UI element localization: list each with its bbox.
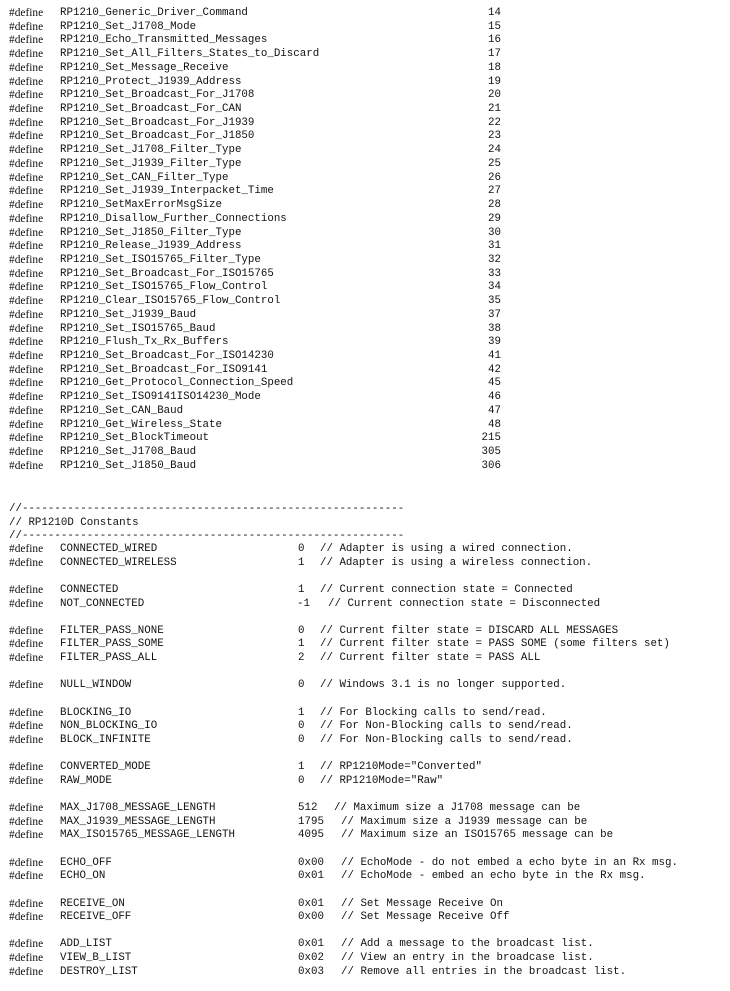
define-keyword: #define	[9, 199, 44, 212]
macro-value: 19	[488, 75, 501, 88]
constant-comment: // Maximum size an ISO15765 message can be	[341, 829, 614, 842]
define-line	[9, 117, 724, 131]
constant-value: 1	[298, 583, 305, 596]
constant-comment: // Remove all entries in the broadcast list.	[341, 965, 627, 978]
constant-value: 1	[298, 638, 305, 651]
constant-comment: // RP1210Mode="Raw"	[320, 774, 444, 787]
macro-name: RECEIVE_ON	[60, 897, 125, 910]
macro-name: ADD_LIST	[60, 938, 112, 951]
define-keyword: #define	[9, 911, 44, 924]
define-keyword: #define	[9, 761, 44, 774]
macro-value: 45	[488, 377, 501, 390]
define-keyword: #define	[9, 308, 44, 321]
constant-value: 0	[298, 774, 305, 787]
define-line	[9, 652, 724, 666]
define-line	[9, 364, 724, 378]
macro-name: RP1210_Release_J1939_Address	[60, 240, 242, 253]
macro-name: RP1210_Set_Broadcast_For_ISO15765	[60, 267, 274, 280]
define-line	[9, 802, 724, 816]
define-keyword: #define	[9, 965, 44, 978]
macro-name: RP1210_Set_Broadcast_For_ISO9141	[60, 363, 268, 376]
macro-value: 20	[488, 89, 501, 102]
define-line	[9, 598, 724, 612]
constant-comment: // Windows 3.1 is no longer supported.	[320, 679, 567, 692]
define-line	[9, 34, 724, 48]
macro-name: RP1210_Set_J1939_Baud	[60, 308, 197, 321]
macro-value: 24	[488, 144, 501, 157]
macro-name: RP1210_Set_Broadcast_For_J1850	[60, 130, 255, 143]
macro-value: 215	[481, 432, 501, 445]
define-keyword: #define	[9, 185, 44, 198]
define-keyword: #define	[9, 418, 44, 431]
macro-name: RP1210_Get_Protocol_Connection_Speed	[60, 377, 294, 390]
define-line	[9, 625, 724, 639]
define-keyword: #define	[9, 363, 44, 376]
macro-value: 28	[488, 199, 501, 212]
macro-name: MAX_ISO15765_MESSAGE_LENGTH	[60, 829, 235, 842]
constant-value: 1	[298, 556, 305, 569]
define-line	[9, 938, 724, 952]
define-keyword: #define	[9, 391, 44, 404]
define-keyword: #define	[9, 446, 44, 459]
constant-value: -1	[297, 597, 310, 610]
constant-comment: // Current filter state = DISCARD ALL MESSAGES	[320, 624, 619, 637]
define-line	[9, 543, 724, 557]
macro-value: 35	[488, 295, 501, 308]
constant-value: 0x02	[298, 952, 324, 965]
constant-value: 0	[298, 679, 305, 692]
macro-name: BLOCKING_IO	[60, 706, 132, 719]
define-line	[9, 829, 724, 843]
constant-comment: // Add a message to the broadcast list.	[341, 938, 594, 951]
macro-value: 23	[488, 130, 501, 143]
define-keyword: #define	[9, 130, 44, 143]
define-line	[9, 734, 724, 748]
macro-name: RECEIVE_OFF	[60, 911, 132, 924]
macro-name: RP1210_Set_J1708_Mode	[60, 20, 197, 33]
define-line	[9, 419, 724, 433]
define-keyword: #define	[9, 432, 44, 445]
section-rule: //-----------------------------------------------------------	[9, 503, 405, 515]
macro-name: RP1210_Set_J1850_Filter_Type	[60, 226, 242, 239]
macro-name: CONNECTED	[60, 583, 119, 596]
define-line	[9, 775, 724, 789]
macro-name: RP1210_Set_ISO9141ISO14230_Mode	[60, 391, 261, 404]
section-rule: //-----------------------------------------------------------	[9, 530, 405, 542]
macro-name: RP1210_Set_CAN_Filter_Type	[60, 171, 229, 184]
macro-name: RAW_MODE	[60, 774, 112, 787]
define-line	[9, 816, 724, 830]
constant-comment: // EchoMode - do not embed a echo byte in an Rx msg.	[341, 856, 678, 869]
define-line	[9, 76, 724, 90]
define-keyword: #define	[9, 253, 44, 266]
macro-name: NULL_WINDOW	[60, 679, 132, 692]
define-keyword: #define	[9, 144, 44, 157]
constant-comment: // Current filter state = PASS ALL	[320, 652, 541, 665]
macro-name: RP1210_Set_Broadcast_For_J1939	[60, 116, 255, 129]
macro-value: 39	[488, 336, 501, 349]
define-line	[9, 460, 724, 474]
macro-value: 33	[488, 267, 501, 280]
constant-value: 2	[298, 652, 305, 665]
define-line	[9, 584, 724, 598]
define-keyword: #define	[9, 938, 44, 951]
constant-value: 0x03	[298, 965, 324, 978]
constant-comment: // Current filter state = PASS SOME (some filters set)	[320, 638, 670, 651]
macro-name: ECHO_ON	[60, 870, 106, 883]
macro-name: RP1210_Set_BlockTimeout	[60, 432, 210, 445]
constant-value: 1	[298, 706, 305, 719]
macro-name: RP1210_Set_Broadcast_For_J1708	[60, 89, 255, 102]
macro-value: 14	[488, 7, 501, 19]
macro-name: RP1210_Set_J1939_Filter_Type	[60, 157, 242, 170]
define-line	[9, 213, 724, 227]
macro-value: 22	[488, 116, 501, 129]
define-line	[9, 172, 724, 186]
macro-name: CONNECTED_WIRELESS	[60, 556, 177, 569]
define-line	[9, 295, 724, 309]
macro-name: RP1210_Generic_Driver_Command	[60, 7, 248, 19]
define-keyword: #define	[9, 459, 44, 472]
define-keyword: #define	[9, 829, 44, 842]
macro-value: 37	[488, 308, 501, 321]
define-line	[9, 89, 724, 103]
define-keyword: #define	[9, 543, 44, 555]
constant-comment: // For Non-Blocking calls to send/read.	[320, 733, 573, 746]
define-line	[9, 761, 724, 775]
macro-name: FILTER_PASS_ALL	[60, 652, 158, 665]
macro-name: RP1210_Set_J1939_Interpacket_Time	[60, 185, 274, 198]
macro-value: 305	[481, 446, 501, 459]
constant-value: 1795	[298, 815, 324, 828]
define-keyword: #define	[9, 103, 44, 116]
define-keyword: #define	[9, 89, 44, 102]
define-line	[9, 638, 724, 652]
define-line	[9, 144, 724, 158]
macro-value: 21	[488, 103, 501, 116]
define-keyword: #define	[9, 870, 44, 883]
define-line	[9, 446, 724, 460]
macro-value: 27	[488, 185, 501, 198]
section-title: // RP1210D Constants	[9, 516, 139, 529]
macro-name: MAX_J1708_MESSAGE_LENGTH	[60, 802, 216, 815]
constant-value: 0x01	[298, 938, 324, 951]
define-line	[9, 48, 724, 62]
define-line	[9, 254, 724, 268]
define-keyword: #define	[9, 952, 44, 965]
constant-comment: // Current connection state = Disconnected	[328, 597, 601, 610]
macro-name: NON_BLOCKING_IO	[60, 720, 158, 733]
macro-name: RP1210_Disallow_Further_Connections	[60, 212, 287, 225]
macro-value: 25	[488, 157, 501, 170]
constant-value: 0x01	[298, 870, 324, 883]
define-keyword: #define	[9, 212, 44, 225]
constant-value: 0x00	[298, 856, 324, 869]
constant-value: 1	[298, 761, 305, 774]
define-line	[9, 240, 724, 254]
constant-comment: // Maximum size a J1939 message can be	[341, 815, 588, 828]
constant-comment: // Current connection state = Connected	[320, 583, 573, 596]
macro-name: BLOCK_INFINITE	[60, 733, 151, 746]
define-keyword: #define	[9, 336, 44, 349]
define-keyword: #define	[9, 240, 44, 253]
macro-value: 306	[481, 459, 501, 472]
constant-comment: // Set Message Receive Off	[341, 911, 510, 924]
constant-comment: // Set Message Receive On	[341, 897, 503, 910]
define-line	[9, 857, 724, 871]
constant-value: 4095	[298, 829, 324, 842]
define-line	[9, 898, 724, 912]
macro-value: 17	[488, 48, 501, 61]
macro-name: RP1210_Set_J1850_Baud	[60, 459, 197, 472]
define-keyword: #define	[9, 720, 44, 733]
macro-name: RP1210_Protect_J1939_Address	[60, 75, 242, 88]
define-keyword: #define	[9, 377, 44, 390]
define-keyword: #define	[9, 350, 44, 362]
define-line	[9, 158, 724, 172]
constant-value: 512	[298, 802, 318, 815]
define-keyword: #define	[9, 171, 44, 184]
define-line	[9, 952, 724, 966]
macro-value: 48	[488, 418, 501, 431]
define-keyword: #define	[9, 679, 44, 692]
constant-value: 0	[298, 624, 305, 637]
define-keyword: #define	[9, 597, 44, 610]
constant-comment: // For Blocking calls to send/read.	[320, 706, 547, 719]
define-line	[9, 199, 724, 213]
constant-comment: // Maximum size a J1708 message can be	[334, 802, 581, 815]
define-keyword: #define	[9, 157, 44, 170]
define-line	[9, 21, 724, 35]
define-keyword: #define	[9, 404, 44, 417]
define-keyword: #define	[9, 7, 44, 19]
define-keyword: #define	[9, 706, 44, 719]
macro-name: RP1210_Set_All_Filters_States_to_Discard	[60, 48, 320, 61]
define-keyword: #define	[9, 295, 44, 308]
macro-name: RP1210_Set_Message_Receive	[60, 61, 229, 74]
define-keyword: #define	[9, 897, 44, 910]
macro-name: RP1210_Set_ISO15765_Flow_Control	[60, 281, 268, 294]
constant-value: 0	[298, 720, 305, 733]
define-line	[9, 391, 724, 405]
constant-comment: // EchoMode - embed an echo byte in the Rx msg.	[341, 870, 646, 883]
define-keyword: #define	[9, 20, 44, 33]
macro-name: CONVERTED_MODE	[60, 761, 151, 774]
macro-value: 34	[488, 281, 501, 294]
macro-value: 47	[488, 404, 501, 417]
define-line	[9, 62, 724, 76]
macro-name: RP1210_Set_Broadcast_For_ISO14230	[60, 350, 274, 362]
macro-name: FILTER_PASS_SOME	[60, 638, 164, 651]
define-keyword: #define	[9, 652, 44, 665]
define-keyword: #define	[9, 75, 44, 88]
define-line	[9, 679, 724, 693]
macro-name: RP1210_Get_Wireless_State	[60, 418, 222, 431]
define-keyword: #define	[9, 856, 44, 869]
define-keyword: #define	[9, 226, 44, 239]
define-line	[9, 268, 724, 282]
macro-name: DESTROY_LIST	[60, 965, 138, 978]
macro-value: 16	[488, 34, 501, 47]
macro-value: 41	[488, 350, 501, 362]
macro-value: 31	[488, 240, 501, 253]
macro-value: 32	[488, 253, 501, 266]
constant-comment: // Adapter is using a wireless connection.	[320, 556, 593, 569]
define-keyword: #define	[9, 61, 44, 74]
define-keyword: #define	[9, 815, 44, 828]
define-keyword: #define	[9, 802, 44, 815]
define-line	[9, 720, 724, 734]
constant-value: 0	[298, 733, 305, 746]
define-keyword: #define	[9, 267, 44, 280]
macro-name: RP1210_Set_J1708_Filter_Type	[60, 144, 242, 157]
define-line	[9, 911, 724, 925]
macro-name: VIEW_B_LIST	[60, 952, 132, 965]
macro-name: MAX_J1939_MESSAGE_LENGTH	[60, 815, 216, 828]
define-line	[9, 377, 724, 391]
macro-name: RP1210_Set_CAN_Baud	[60, 404, 184, 417]
define-line	[9, 281, 724, 295]
define-line	[9, 309, 724, 323]
define-line	[9, 7, 724, 21]
define-line	[9, 336, 724, 350]
define-keyword: #define	[9, 322, 44, 335]
constant-comment: // For Non-Blocking calls to send/read.	[320, 720, 573, 733]
define-keyword: #define	[9, 774, 44, 787]
constant-value: 0	[298, 543, 305, 555]
constant-value: 0x00	[298, 911, 324, 924]
macro-value: 29	[488, 212, 501, 225]
macro-name: FILTER_PASS_NONE	[60, 624, 164, 637]
define-keyword: #define	[9, 638, 44, 651]
define-line	[9, 130, 724, 144]
macro-name: RP1210_Set_ISO15765_Baud	[60, 322, 216, 335]
define-keyword: #define	[9, 34, 44, 47]
define-keyword: #define	[9, 733, 44, 746]
macro-value: 38	[488, 322, 501, 335]
macro-name: RP1210_SetMaxErrorMsgSize	[60, 199, 222, 212]
macro-value: 18	[488, 61, 501, 74]
constant-comment: // Adapter is using a wired connection.	[320, 543, 573, 555]
define-keyword: #define	[9, 583, 44, 596]
define-keyword: #define	[9, 624, 44, 637]
define-line	[9, 350, 724, 364]
macro-value: 15	[488, 20, 501, 33]
define-keyword: #define	[9, 48, 44, 61]
macro-name: CONNECTED_WIRED	[60, 543, 158, 555]
define-keyword: #define	[9, 556, 44, 569]
define-line	[9, 405, 724, 419]
macro-value: 30	[488, 226, 501, 239]
macro-name: RP1210_Set_J1708_Baud	[60, 446, 197, 459]
macro-name: RP1210_Flush_Tx_Rx_Buffers	[60, 336, 229, 349]
macro-name: RP1210_Set_Broadcast_For_CAN	[60, 103, 242, 116]
define-line	[9, 557, 724, 571]
define-keyword: #define	[9, 281, 44, 294]
macro-name: RP1210_Set_ISO15765_Filter_Type	[60, 253, 261, 266]
define-line	[9, 103, 724, 117]
define-line	[9, 966, 724, 980]
define-line	[9, 870, 724, 884]
define-line	[9, 227, 724, 241]
constant-comment: // RP1210Mode="Converted"	[320, 761, 482, 774]
define-keyword: #define	[9, 116, 44, 129]
define-line	[9, 432, 724, 446]
macro-value: 42	[488, 363, 501, 376]
macro-name: ECHO_OFF	[60, 856, 112, 869]
define-line	[9, 323, 724, 337]
define-line	[9, 185, 724, 199]
define-line	[9, 707, 724, 721]
macro-value: 46	[488, 391, 501, 404]
macro-name: NOT_CONNECTED	[60, 597, 145, 610]
constant-comment: // View an entry in the broadcase list.	[341, 952, 594, 965]
constant-value: 0x01	[298, 897, 324, 910]
macro-value: 26	[488, 171, 501, 184]
macro-name: RP1210_Echo_Transmitted_Messages	[60, 34, 268, 47]
macro-name: RP1210_Clear_ISO15765_Flow_Control	[60, 295, 281, 308]
